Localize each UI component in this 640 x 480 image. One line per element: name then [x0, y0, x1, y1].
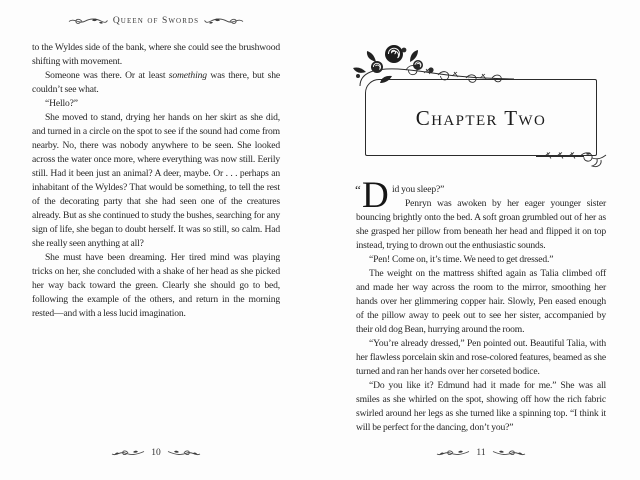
paragraph: Penryn was awoken by her eager younger sister bouncing brightly onto the bed. A soft groan grumbled out of her as she grasped her pillow from beneath her head and flipped it on top instead, trying to drown out the enthusiastic sounds. — [356, 198, 606, 251]
drop-cap-letter: D — [362, 175, 389, 216]
paragraph: “You’re already dressed,” Pen pointed out. Beautiful Talia, with her flawless porcelain skin and rose-colored features, beamed as she turned and ran her hands over her corseted bodice. — [356, 338, 606, 377]
chapter-title: Chapter Two — [415, 106, 547, 130]
paragraph: “Do you like it? Edmund had it made for me.” She was all smiles as she whirled on the spot, showing off how the rich fabric swirled around her legs as she turned like a spinning top. “I think it will be perfect for the dancing, don’t you?” — [356, 380, 606, 433]
running-header-title: Queen of Swords — [112, 16, 200, 26]
header-flourish-left-icon — [68, 15, 108, 27]
page-number-left: 10 — [151, 447, 161, 458]
drop-cap-quote: “ — [355, 182, 361, 197]
page-right — [356, 0, 606, 480]
left-page-text — [32, 41, 280, 321]
paragraph: “Pen! Come on, it’s time. We need to get dressed.” — [369, 254, 554, 265]
right-page-text — [355, 175, 606, 435]
paragraph: Someone was there. Or at least something was there, but she couldn’t see what. — [32, 70, 280, 95]
footer-flourish-left-icon — [111, 447, 145, 458]
paragraph: to the Wyldes side of the bank, where she could see the brushwood shifting with movement. — [32, 42, 280, 67]
paragraph: The weight on the mattress shifted again as Talia climbed off and made her way across the room to the mirror, smoothing her hands over her glimmering copper hair. Slowly, Pen eased enough of the pillow away to peek out to see her sister, accompanied by their old dog Bean, hurrying around the room. — [356, 268, 606, 335]
footer-flourish-left-icon — [436, 447, 470, 458]
right-page-footer — [356, 447, 606, 458]
header-flourish-right-icon — [204, 15, 244, 27]
paragraph: She moved to stand, drying her hands on her skirt as she did, and turned in a circle on the spot to see if the sound had come from nearby. No, there was nobody anywhere to be seen. She looked across the water once more, where everything was now still. Eerily still. Had it been just an animal? A deer, maybe. Or . . . perhaps an inhabitant of the Wyldes? That would be something, to tell the rest of the decorating party that she had seen one of the creatures already. But as she continued to study the bushes, searching for any sign of life, she began to doubt herself. It was so still, so calm. Had she really seen anything at all? — [32, 112, 280, 249]
paragraph: id you sleep?” — [392, 184, 445, 195]
running-header — [32, 15, 280, 27]
page-left — [32, 0, 280, 480]
thorn-flourish-icon — [536, 146, 614, 170]
footer-flourish-right-icon — [492, 447, 526, 458]
drop-cap — [355, 175, 390, 216]
paragraph: She must have been dreaming. Her tired mind was playing tricks on her, she concluded with a shake of her head as she picked her way back toward the green. Clearly she should go to bed, following the example of the others, and return in the morning rested—and with a less lucid imagination. — [32, 252, 280, 319]
footer-flourish-right-icon — [167, 447, 201, 458]
page-number-right: 11 — [476, 447, 486, 458]
left-page-footer — [32, 447, 280, 458]
rose-vine-decoration-icon — [346, 42, 516, 88]
paragraph: “Hello?” — [45, 98, 78, 109]
chapter-heading-box — [365, 79, 597, 156]
